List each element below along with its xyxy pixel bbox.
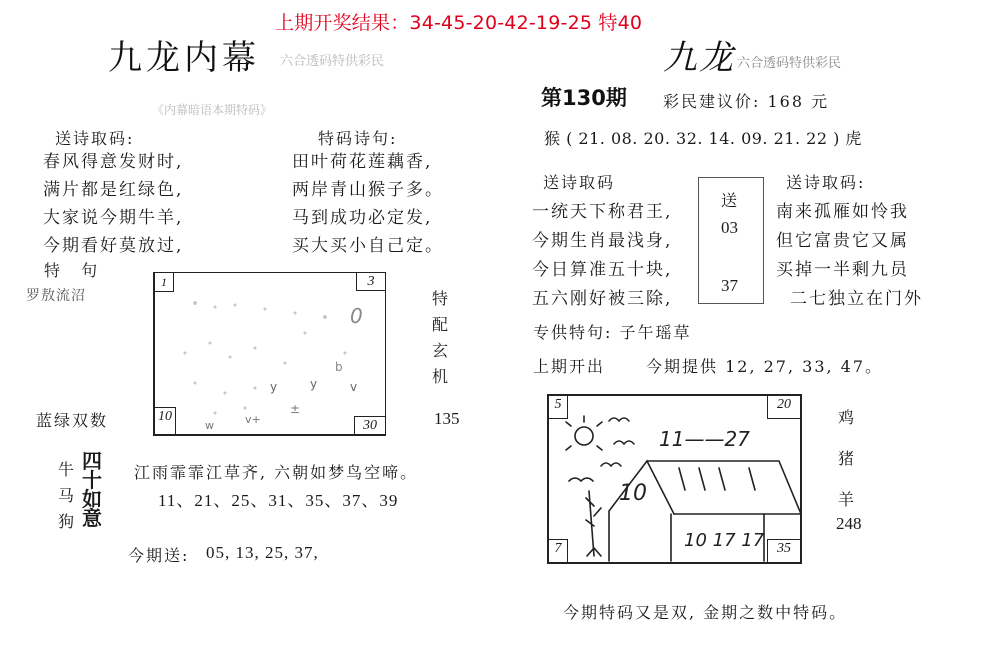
poem-line: 但它富贵它又属 — [776, 231, 909, 251]
right-poem1 — [532, 198, 672, 314]
poem-line: 买大买小自己定。 — [292, 236, 444, 256]
gift-label: 送 — [721, 191, 740, 210]
vertical-char: 玄 — [432, 341, 451, 360]
zodiac: 狗 — [58, 512, 77, 531]
corner-bottom-left: 7 — [548, 539, 568, 563]
zodiac: 牛 — [58, 460, 77, 479]
poem-line: 买掉一半剩九员 — [776, 260, 909, 280]
corner-top-right: 3 — [356, 272, 386, 291]
right-title: 九龙 — [663, 38, 735, 78]
left-poem1-header: 送诗取码: — [55, 129, 135, 148]
right-sketch-box — [547, 394, 802, 564]
range-line: 猴 ( 21. 08. 20. 32. 14. 09. 21. 22 ) 虎 — [544, 129, 862, 148]
poem-line: 一统天下称君王, — [532, 202, 673, 222]
corner-top-left: 5 — [548, 395, 568, 419]
poem-line: 春风得意发财时, — [43, 152, 184, 172]
poem-line: 田叶荷花莲藕香, — [292, 152, 433, 172]
zodiac: 马 — [58, 486, 77, 505]
left-poem2 — [292, 148, 444, 260]
blue-green-even-label: 蓝绿双数 — [36, 411, 109, 430]
left-subtitle: 六合透码特供彩民 — [280, 54, 385, 69]
svg-text:y: y — [270, 380, 278, 394]
poem-line: 大家说今期牛羊, — [43, 208, 184, 228]
right-subtitle: 六合透码特供彩民 — [737, 56, 842, 71]
left-poem2-header: 特码诗句: — [318, 129, 398, 148]
svg-text:y: y — [310, 377, 318, 391]
poem-line: 今日算准五十块, — [532, 260, 673, 280]
poem-line: 五六刚好被三除, — [532, 289, 673, 309]
poem-line: 马到成功必定发, — [292, 208, 433, 228]
last-draw-result-banner: 上期开奖结果：34-45-20-42-19-25 特40 — [275, 12, 643, 34]
left-title: 九龙内幕 — [108, 38, 260, 78]
verse-line: 江雨霏霏江草齐, 六朝如梦鸟空啼。 — [134, 463, 419, 482]
svg-text:10 17 17: 10 17 17 — [684, 530, 765, 551]
right-poem2 — [776, 198, 923, 314]
zodiac-list — [58, 457, 76, 535]
corner-bottom-right: 35 — [767, 539, 801, 563]
idiom-char: 四 — [82, 449, 102, 473]
gift-number-2: 37 — [721, 276, 738, 295]
poem-line: 满片都是红绿色, — [43, 180, 184, 200]
svg-text:11——27: 11——27 — [659, 427, 750, 451]
special-pairing-vertical — [432, 286, 450, 390]
faded-sketch-icon — [155, 273, 385, 433]
right-side-number: 248 — [836, 514, 862, 533]
idiom-char: 如 — [82, 487, 102, 511]
last-open-label: 上期开出 — [533, 357, 606, 376]
number-list: 11、21、25、31、35、37、39 — [158, 491, 399, 510]
vertical-char: 配 — [432, 315, 451, 334]
idiom-vertical — [82, 449, 102, 530]
poem-line: 两岸青山猴子多。 — [292, 180, 444, 200]
gift-number-1: 03 — [721, 218, 738, 237]
svg-text:v+: v+ — [245, 413, 261, 426]
special-verse-label: 特 句 — [44, 261, 106, 280]
poem-line: 南来孤雁如怜我 — [776, 202, 909, 222]
left-sketch-box — [153, 272, 386, 436]
footer-verse: 今期特码又是双, 金期之数中特码。 — [563, 603, 848, 622]
vertical-char: 特 — [432, 289, 451, 308]
send-numbers: 05, 13, 25, 37, — [206, 543, 319, 562]
svg-text:0: 0 — [350, 304, 363, 328]
special-verse-line: 专供特句: 子午瑶草 — [533, 323, 692, 342]
corner-top-left: 1 — [154, 272, 174, 292]
idiom-char: 意 — [82, 506, 102, 530]
corner-bottom-right: 30 — [354, 416, 386, 435]
house-sketch-icon — [549, 396, 801, 562]
left-poem1 — [43, 148, 183, 260]
poem-line: 今期生肖最浅身, — [532, 231, 673, 251]
poem-line: 今期看好莫放过, — [43, 236, 184, 256]
special-verse-text: 罗敖流沼 — [26, 288, 86, 304]
corner-bottom-left: 10 — [154, 407, 176, 435]
idiom-char: 十 — [82, 468, 102, 492]
svg-text:10: 10 — [619, 481, 647, 506]
zodiac: 猪 — [838, 449, 857, 468]
poem-line: 二七独立在门外 — [790, 289, 923, 309]
zodiac: 羊 — [838, 490, 857, 509]
svg-text:b: b — [335, 360, 343, 374]
gift-box — [698, 177, 764, 304]
zodiac: 鸡 — [838, 408, 857, 427]
provide-line: 今期提供 12, 27, 33, 47。 — [646, 357, 884, 376]
right-poem2-header: 送诗取码: — [786, 173, 866, 192]
vertical-char: 机 — [432, 367, 451, 386]
period-number: 第130期 — [541, 86, 627, 110]
corner-top-right: 20 — [767, 395, 801, 419]
right-side-zodiacs — [838, 397, 856, 520]
svg-text:w: w — [205, 419, 214, 432]
left-side-number: 135 — [434, 409, 460, 428]
suggested-price: 彩民建议价: 168 元 — [663, 92, 830, 111]
send-label: 今期送: — [128, 546, 190, 565]
left-faint-heading: 《内幕暗语本期特码》 — [152, 103, 273, 117]
svg-text:v: v — [350, 380, 358, 394]
right-poem1-header: 送诗取码 — [543, 173, 616, 192]
svg-text:±: ± — [290, 402, 301, 416]
